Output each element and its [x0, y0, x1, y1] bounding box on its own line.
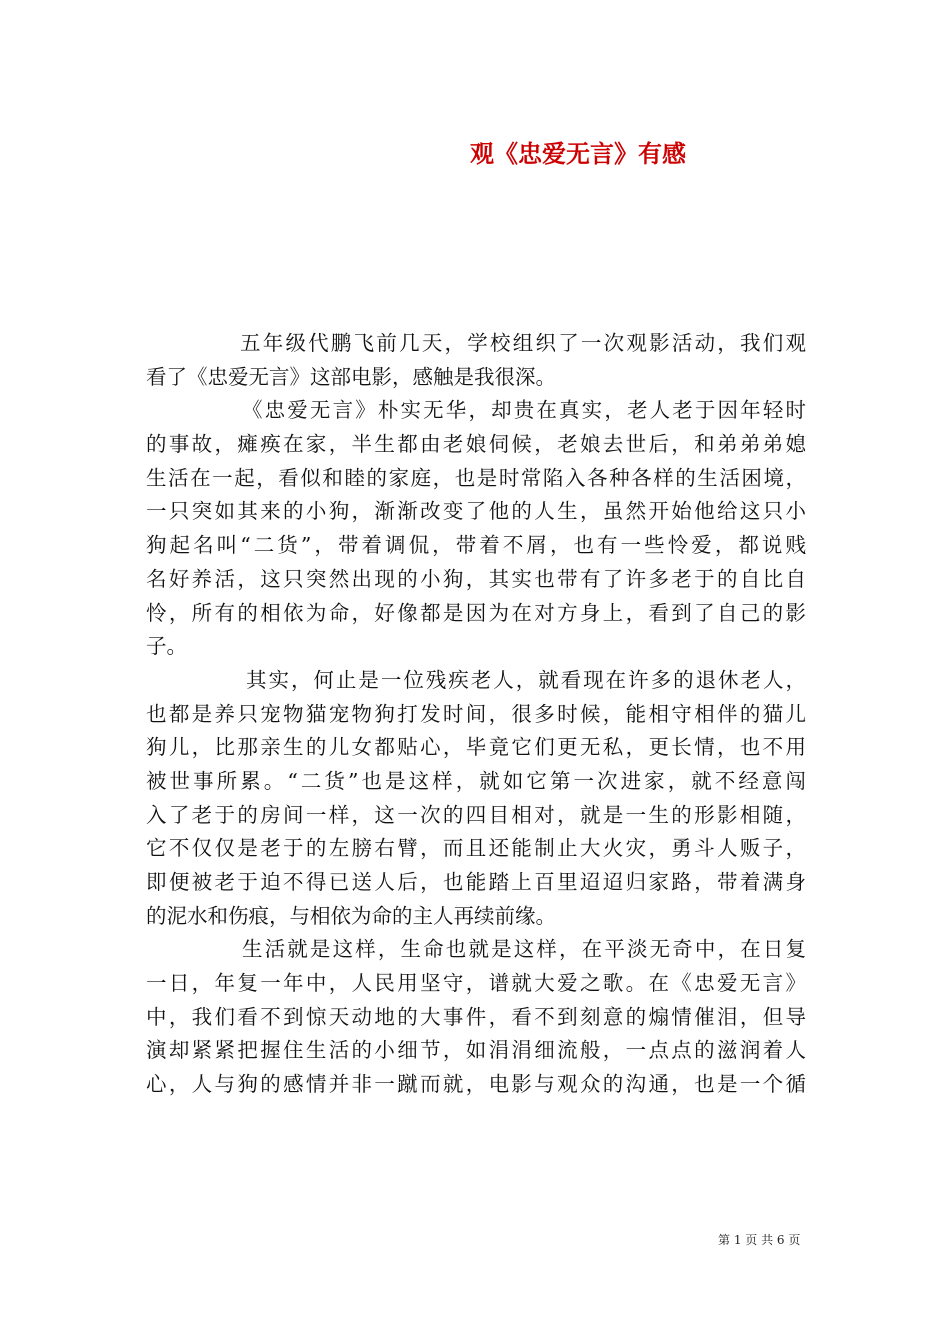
body-line: 中，我们看不到惊天动地的大事件，看不到刻意的煽情催泪，但导	[146, 1004, 809, 1029]
body-line: 狗起名叫“二货”，带着调侃，带着不屑，也有一些怜爱，都说贱	[146, 533, 810, 558]
body-line: 的泥水和伤痕，与相依为命的主人再续前缘。	[146, 903, 556, 928]
body-line: 《忠爱无言》朴实无华，却贵在真实，老人老于因年轻时	[242, 398, 809, 423]
body-line: 一只突如其来的小狗，渐渐改变了他的人生，虽然开始他给这只小	[146, 499, 809, 524]
document-title: 观《忠爱无言》有感	[470, 139, 686, 168]
document-body	[146, 327, 810, 1102]
body-line: 子。	[146, 634, 187, 659]
body-line: 生活就是这样，生命也就是这样，在平淡无奇中，在日复	[242, 937, 809, 962]
body-line: 生活在一起，看似和睦的家庭，也是时常陷入各种各样的生活困境，	[146, 465, 808, 490]
page-footer: 第 1 页 共 6 页	[718, 1233, 801, 1247]
body-line: 名好养活，这只突然出现的小狗，其实也带有了许多老于的自比自	[146, 566, 809, 591]
body-line: 即便被老于迫不得已送人后，也能踏上百里迢迢归家路，带着满身	[146, 870, 809, 894]
body-line: 也都是养只宠物猫宠物狗打发时间，很多时候，能相守相伴的猫儿	[146, 701, 809, 726]
body-line: 五年级代鹏飞前几天，学校组织了一次观影活动，我们观	[240, 331, 809, 355]
body-line: 狗儿，比那亲生的儿女都贴心，毕竟它们更无私，更长情，也不用	[146, 735, 809, 760]
body-line: 其实，何止是一位残疾老人，就看现在许多的退休老人，	[246, 667, 808, 692]
body-line: 一日，年复一年中，人民用坚守，谱就大爱之歌。在《忠爱无言》	[146, 971, 809, 996]
body-line: 的事故，瘫痪在家，半生都由老娘伺候，老娘去世后，和弟弟弟媳	[146, 432, 809, 457]
body-line: 被世事所累。“二货”也是这样，就如它第一次进家，就不经意闯	[146, 768, 810, 793]
body-line: 心，人与狗的感情并非一蹴而就，电影与观众的沟通，也是一个循	[146, 1072, 809, 1097]
body-line: 看了《忠爱无言》这部电影，感触是我很深。	[146, 364, 556, 389]
body-line: 演却紧紧把握住生活的小细节，如涓涓细流般，一点点的滋润着人	[146, 1038, 809, 1063]
body-line: 入了老于的房间一样，这一次的四目相对，就是一生的形影相随，	[146, 802, 809, 827]
body-line: 怜，所有的相依为命，好像都是因为在对方身上，看到了自己的影	[146, 600, 809, 625]
body-line: 它不仅仅是老于的左膀右臂，而且还能制止大火灾，勇斗人贩子，	[146, 836, 809, 861]
